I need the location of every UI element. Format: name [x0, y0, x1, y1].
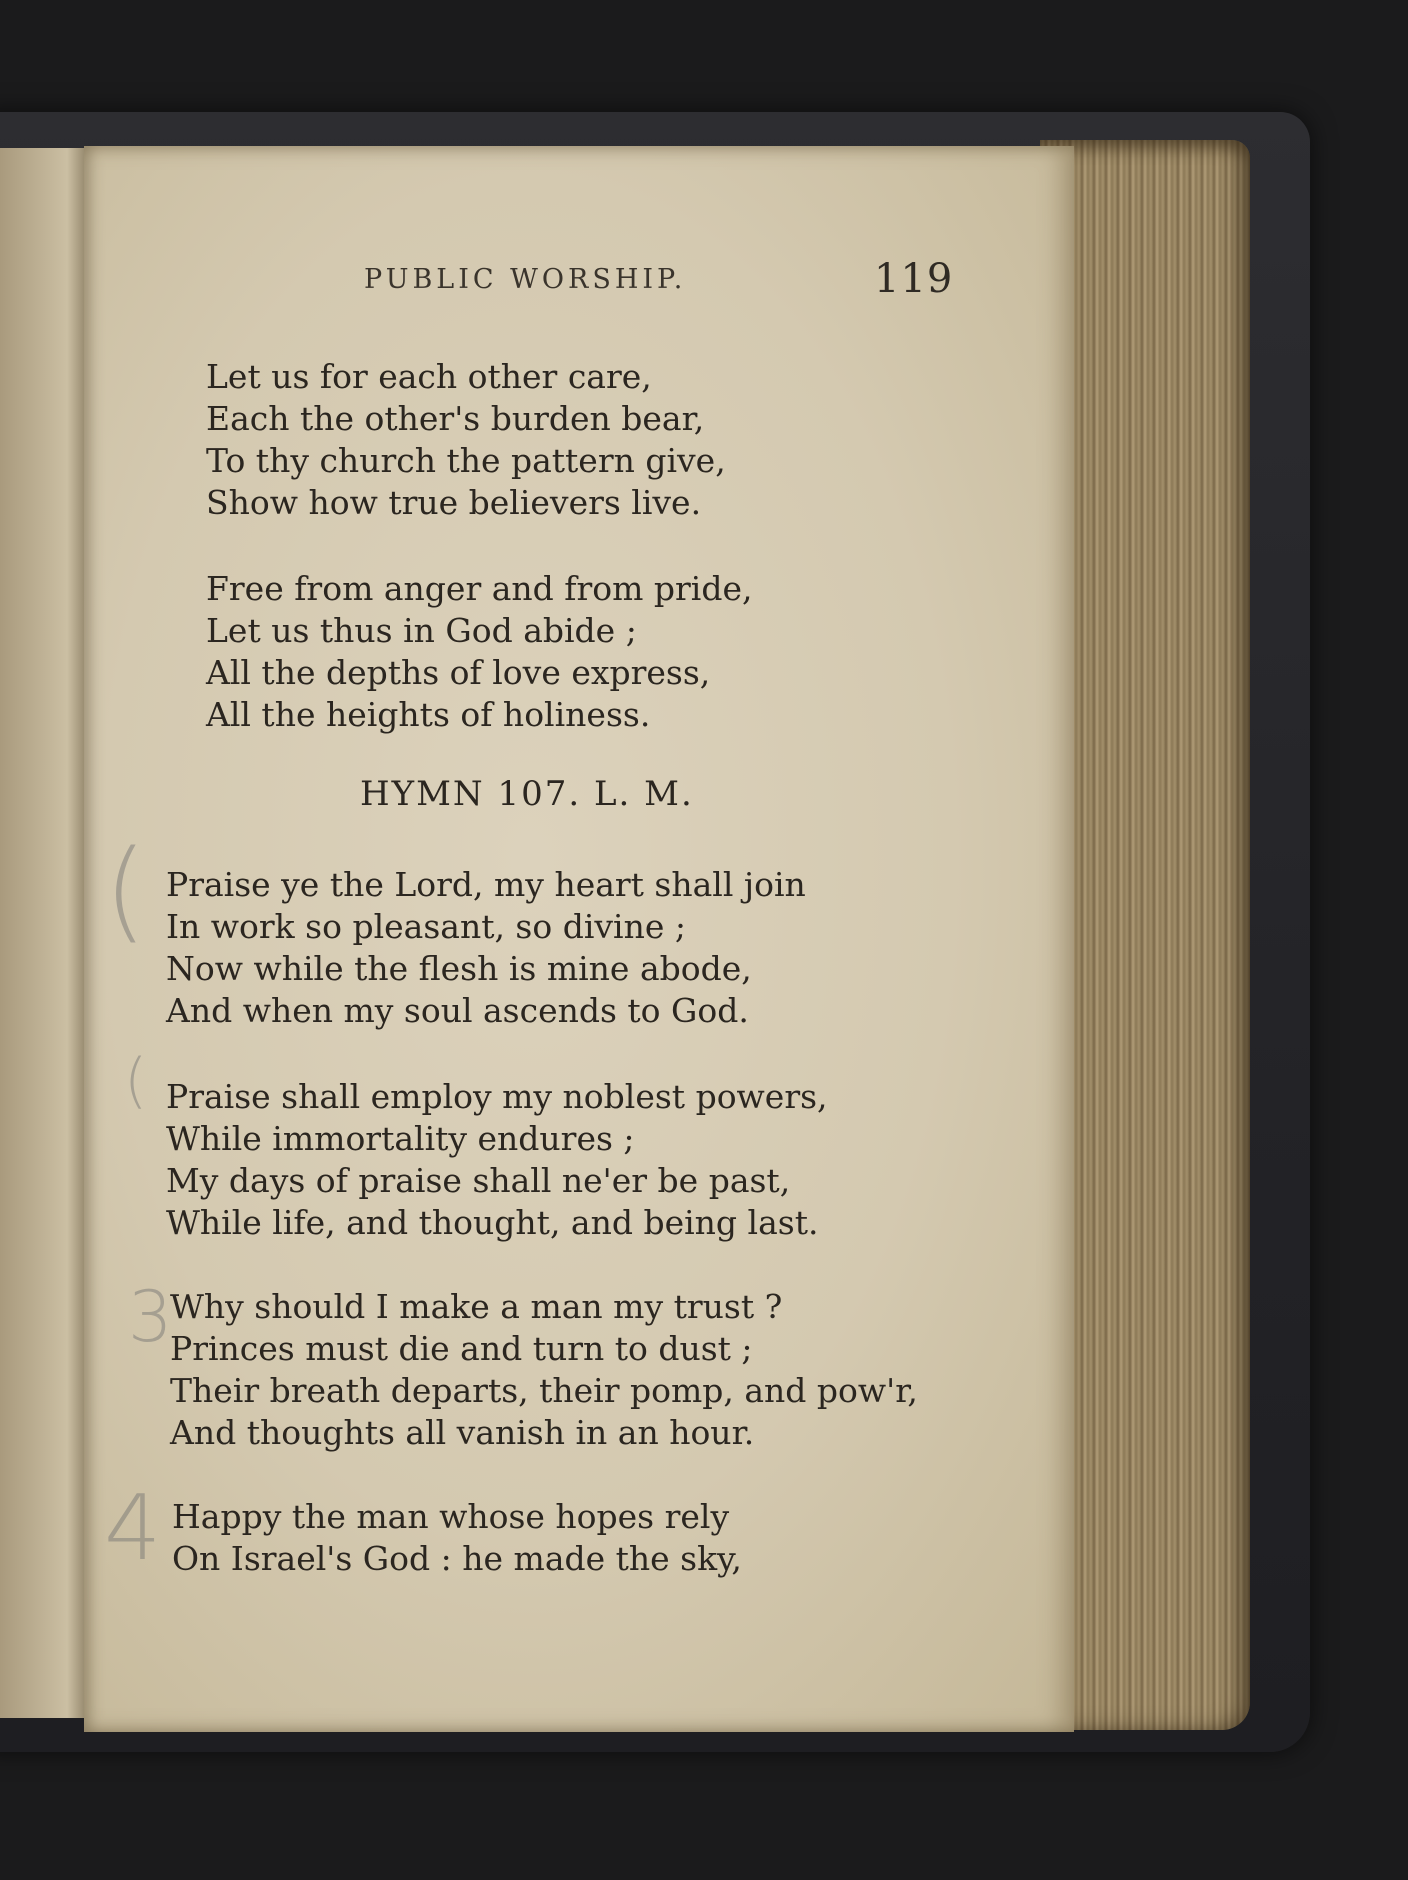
stanza-1 [206, 356, 726, 524]
verse-line: While immortality endures ; [166, 1119, 635, 1158]
verse-line: All the heights of holiness. [206, 695, 651, 734]
running-head: PUBLIC WORSHIP. [364, 264, 687, 295]
pencil-mark: 4 [104, 1476, 162, 1581]
verse-line: Their breath departs, their pomp, and pow'r, [170, 1371, 918, 1410]
verse-line: Why should I make a man my trust ? [170, 1287, 783, 1326]
verse-line: Praise shall employ my noblest powers, [166, 1077, 828, 1116]
hymn-heading: HYMN 107. L. M. [360, 774, 694, 814]
hymn-stanza-3 [170, 1286, 918, 1454]
hymn-stanza-4 [172, 1496, 742, 1580]
verse-line: On Israel's God : he made the sky, [172, 1539, 742, 1578]
verse-line: And thoughts all vanish in an hour. [170, 1413, 755, 1452]
verse-line: Free from anger and from pride, [206, 569, 753, 608]
pencil-mark: ( [104, 826, 147, 954]
hymn-stanza-2 [166, 1076, 828, 1244]
pencil-mark: 3 [128, 1276, 173, 1358]
stanza-2 [206, 568, 752, 736]
verse-line: While life, and thought, and being last. [166, 1203, 819, 1242]
verse-line: My days of praise shall ne'er be past, [166, 1161, 791, 1200]
verse-line: And when my soul ascends to God. [166, 991, 749, 1030]
verse-line: To thy church the pattern give, [206, 441, 726, 480]
verse-line: All the depths of love express, [206, 653, 711, 692]
verse-line: Let us for each other care, [206, 357, 652, 396]
book-page [84, 146, 1074, 1732]
verse-line: Each the other's burden bear, [206, 399, 705, 438]
verse-line: Princes must die and turn to dust ; [170, 1329, 753, 1368]
verse-line: Happy the man whose hopes rely [172, 1497, 730, 1536]
verse-line: Let us thus in God abide ; [206, 611, 637, 650]
verse-line: Show how true believers live. [206, 483, 702, 522]
page-number: 119 [874, 256, 954, 302]
verse-line: In work so pleasant, so divine ; [166, 907, 686, 946]
hymn-stanza-1 [166, 864, 806, 1032]
left-page-edge [0, 148, 87, 1718]
pencil-mark: ( [124, 1046, 148, 1116]
verse-line: Now while the flesh is mine abode, [166, 949, 752, 988]
verse-line: Praise ye the Lord, my heart shall join [166, 865, 806, 904]
